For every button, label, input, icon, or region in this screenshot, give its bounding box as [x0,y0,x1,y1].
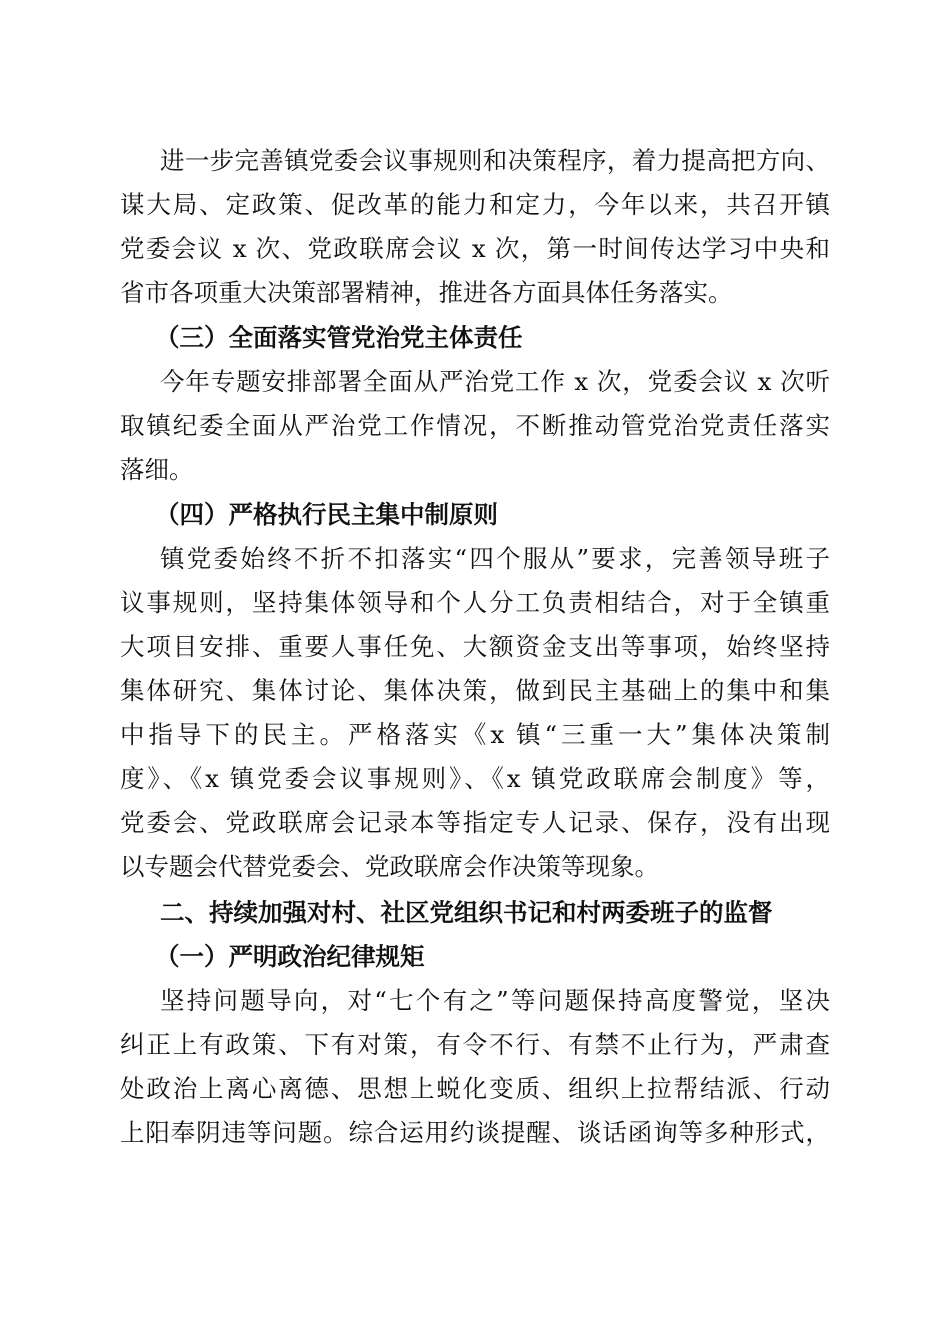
para3-line-8: 以专题会代替党委会、党政联席会作决策等现象。 [120,852,659,881]
para1-line-2: 谋大局、定政策、促改革的能力和定力，今年以来，共召开镇 [120,190,830,219]
para4-line-2: 纠正上有政策、下有对策，有令不行、有禁不止行为，严肃查 [120,1030,830,1059]
para4-line-1: 坚持问题导向，对“七个有之”等问题保持高度警觉，坚决 [160,986,830,1015]
heading-3: （三）全面落实管党治党主体责任 [155,323,523,352]
heading-1: （一）严明政治纪律规矩 [155,942,425,971]
para3-line-4: 集体研究、集体讨论、集体决策，做到民主基础上的集中和集 [120,676,830,705]
para3-line-6: 度》、《x 镇党委会议事规则》、《x 镇党政联席会制度》等， [120,764,830,793]
para3-line-5: 中指导下的民主。严格落实《x 镇“三重一大”集体决策制 [120,720,830,749]
para4-line-4: 上阳奉阴违等问题。综合运用约谈提醒、谈话函询等多种形式， [120,1118,830,1147]
para3-line-1: 镇党委始终不折不扣落实“四个服从”要求，完善领导班子 [160,544,830,573]
para3-line-7: 党委会、党政联席会记录本等指定专人记录、保存，没有出现 [120,808,830,837]
para2-line-2: 取镇纪委全面从严治党工作情况，不断推动管党治党责任落实 [120,411,830,440]
section-heading-2: 二、持续加强对村、社区党组织书记和村两委班子的监督 [160,898,773,927]
para1-line-3: 党委会议 x 次、党政联席会议 x 次，第一时间传达学习中央和 [120,234,830,263]
para3-line-3: 大项目安排、重要人事任免、大额资金支出等事项，始终坚持 [120,632,830,661]
para3-line-2: 议事规则，坚持集体领导和个人分工负责相结合，对于全镇重 [120,588,830,617]
para2-line-1: 今年专题安排部署全面从严治党工作 x 次，党委会议 x 次听 [160,367,830,396]
para1-line-4: 省市各项重大决策部署精神，推进各方面具体任务落实。 [120,278,733,307]
para1-line-1: 进一步完善镇党委会议事规则和决策程序，着力提高把方向、 [160,146,830,175]
para4-line-3: 处政治上离心离德、思想上蜕化变质、组织上拉帮结派、行动 [120,1074,830,1103]
para2-line-3: 落细。 [120,455,194,484]
heading-4: （四）严格执行民主集中制原则 [155,500,498,529]
